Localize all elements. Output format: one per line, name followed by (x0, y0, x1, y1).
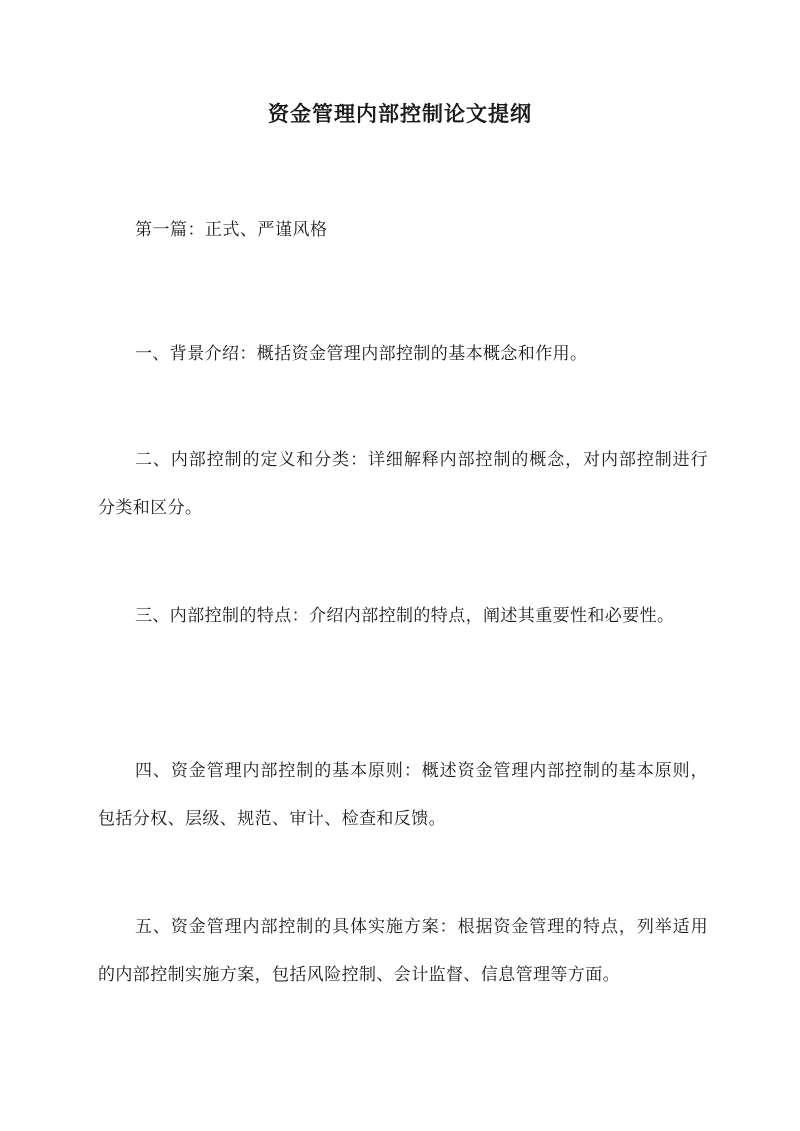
document-subtitle: 第一篇：正式、严谨风格 (135, 220, 328, 240)
document-title: 资金管理内部控制论文提纲 (268, 101, 532, 126)
section-paragraph-2: 二、内部控制的定义和分类：详细解释内部控制的概念，对内部控制进行分类和区分。 (98, 450, 708, 518)
section-paragraph-1: 一、背景介绍：概括资金管理内部控制的基本概念和作用。 (135, 344, 588, 364)
section-paragraph-5: 五、资金管理内部控制的具体实施方案：根据资金管理的特点，列举适用的内部控制实施方案，包括风险控制、会计监督、信息管理等方面。 (98, 917, 708, 985)
section-paragraph-3: 三、内部控制的特点：介绍内部控制的特点，阐述其重要性和必要性。 (135, 606, 675, 626)
section-paragraph-4: 四、资金管理内部控制的基本原则：概述资金管理内部控制的基本原则，包括分权、层级、规范、审计、检查和反馈。 (98, 761, 708, 829)
